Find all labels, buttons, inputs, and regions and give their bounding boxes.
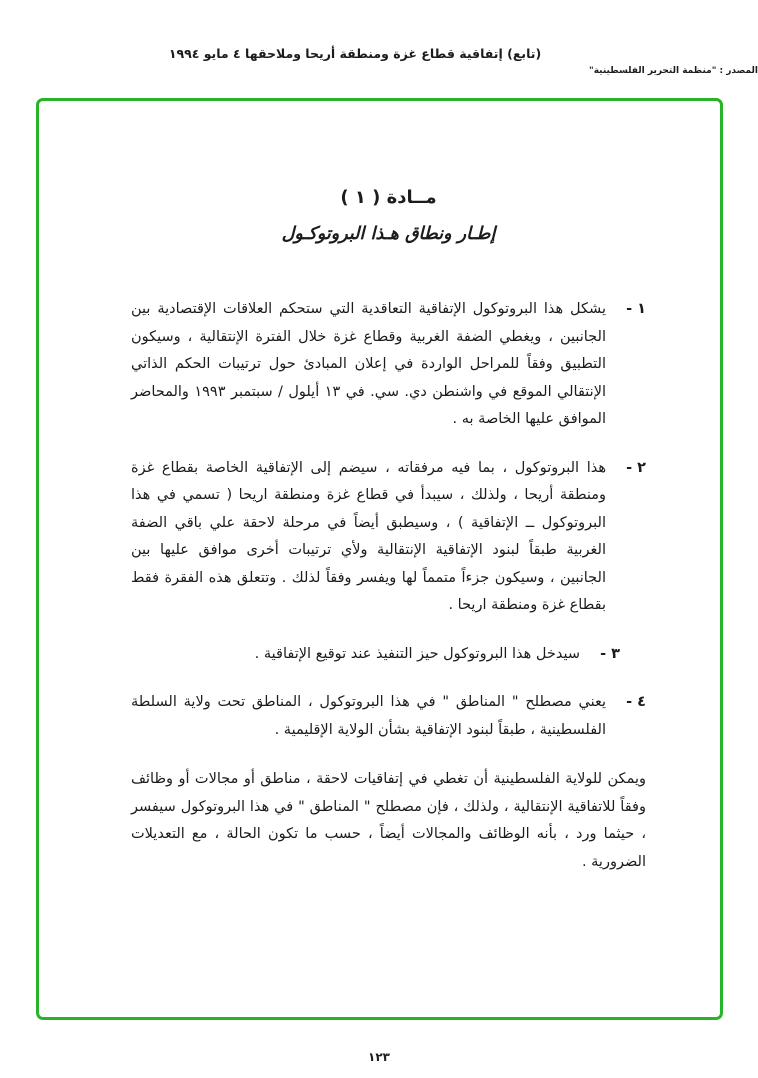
page-number: ١٢٣ (368, 1050, 390, 1064)
content-frame (36, 98, 723, 1020)
header-title: (تابع) إتفاقية قطاع غزة ومنطقة أريحا وملاحقها ٤ مايو ١٩٩٤ (168, 46, 542, 61)
article-subtitle: إطـار ونطاق هـذا البروتوكـول (281, 224, 496, 244)
clause-4-text: يعني مصطلح " المناطق " في هذا البروتوكول ، المناطق تحت ولاية السلطة الفلسطينية ، طبقاً لبنود الإتفاقية بشأن الولاية الإقليمية . (131, 694, 606, 738)
clause-2 (131, 455, 646, 620)
header-source: المصدر : "منظمة التحرير الفلسطينية" (589, 66, 758, 76)
clause-2-text: هذا البروتوكول ، بما فيه مرفقاته ، سيضم إلى الإتفاقية الخاصة بقطاع غزة ومنطقة أريحا ، ولذلك ، سيبدأ في قطاع غزة ومنطقة اريحا ( تسمي في هذا البروتوكول ــ الإتفاقية ) ، وسيطبق أيضاً في مرحلة لاحقة علي باقي الضفة الغربية طبقاً لبنود الإتفاقية الإنتقالية ولأي ترتيبات أخرى موافق عليها بين الجانبين ، وسيكون جزءاً متمماً لها ويفسر وفقاً لذلك . وتتعلق هذه الفقرة فقط بقطاع غزة ومنطقة اريحا . (131, 459, 606, 613)
clause-1-number: ١ - (626, 301, 646, 317)
clause-4-continuation: ويمكن للولاية الفلسطينية أن تغطي في إتفاقيات لاحقة ، مناطق أو مجالات أو وظائف وفقاً للاتفاقية الإنتقالية ، ولذلك ، فإن مصطلح " المناطق " في هذا البروتوكول سيفسر ، حيثما ورد ، بأنه الوظائف والمجالات أيضاً ، حسب ما تكون الحالة ، مع التعديلات الضرورية . (131, 771, 646, 870)
clause-4 (131, 689, 646, 744)
clause-1 (131, 296, 646, 434)
clause-1-text: يشكل هذا البروتوكول الإتفاقية التعاقدية التي ستحكم العلاقات الإقتصادية بين الجانبين ، ويغطي الضفة الغربية وقطاع غزة خلال الفترة الإنتقالية ، وسيكون التطبيق وفقاً للمراحل الواردة في إعلان المبادئ حول ترتيبات الحكم الذاتي الإنتقالي الموقع في واشنطن دي. سي. في ١٣ أيلول / سبتمبر ١٩٩٣ والمحاضر الموافق عليها الخاصة به . (131, 301, 607, 427)
clause-3-number: ٣ - (600, 645, 620, 662)
article-title: مــادة ( ١ ) (340, 187, 437, 208)
clause-4-number: ٤ - (626, 694, 646, 710)
clause-2-number: ٢ - (626, 459, 646, 476)
clause-3 (131, 641, 646, 669)
page-header (0, 0, 758, 76)
clause-3-text: سيدخل هذا البروتوكول حيز التنفيذ عند توقيع الإتفاقية . (254, 645, 580, 662)
article-body (131, 296, 646, 876)
